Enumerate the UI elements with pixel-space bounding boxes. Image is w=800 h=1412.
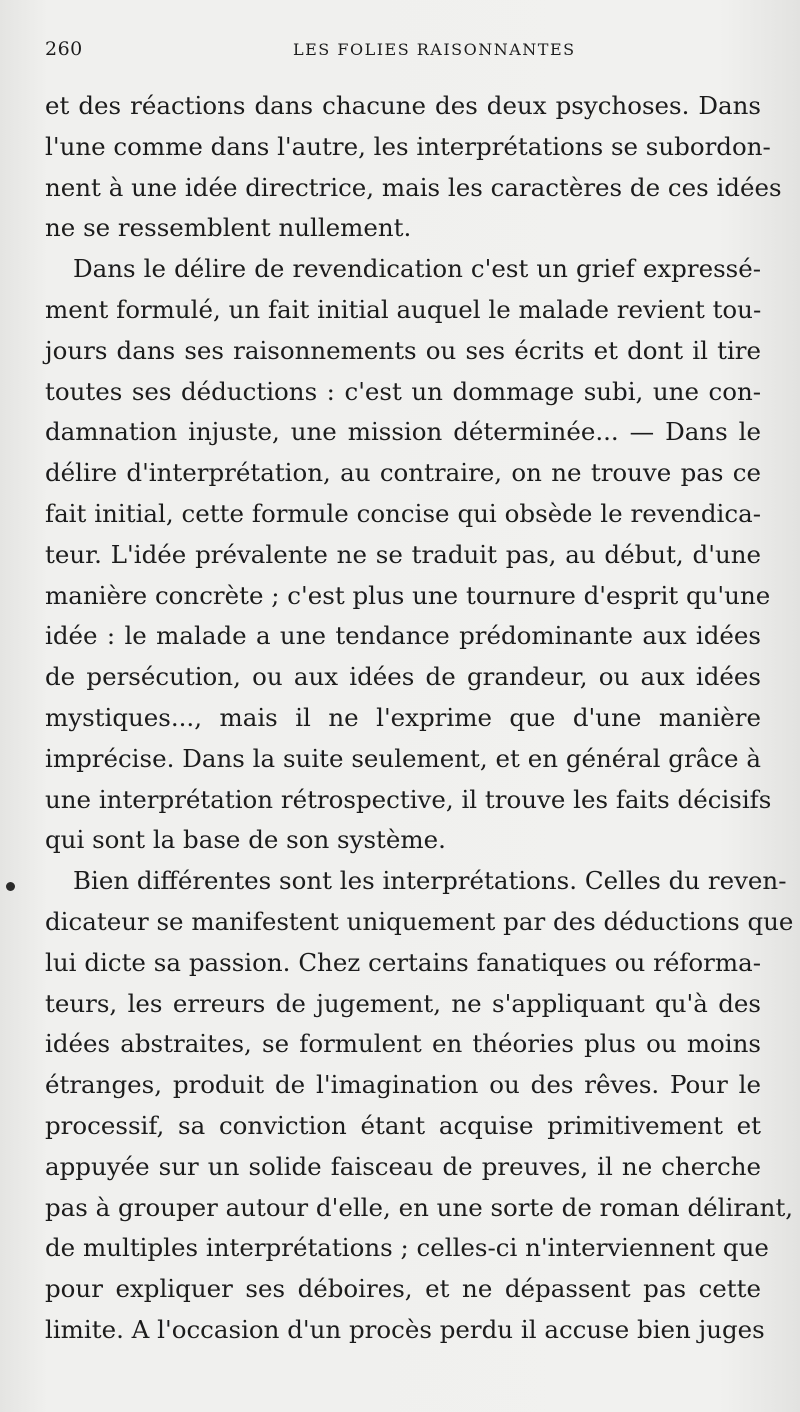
text-line: fait initial, cette formule concise qui obsède le revendica- [45,498,761,528]
running-title: LES FOLIES RAISONNANTES [293,40,576,59]
text-line: pour expliquer ses déboires, et ne dépassent pas cette [45,1274,761,1304]
text-line: l'une comme dans l'autre, les interprétations se subordon- [45,131,771,161]
text-line: manière concrète ; c'est plus une tournure d'esprit qu'une [45,580,771,610]
text-line: appuyée sur un solide faisceau de preuves, il ne cherche [45,1151,761,1181]
text-line: limite. A l'occasion d'un procès perdu il accuse bien juges [45,1314,765,1344]
text-line: de multiples interprétations ; celles-ci n'interviennent que [45,1233,769,1263]
text-line: pas à grouper autour d'elle, en une sorte de roman délirant, [45,1192,794,1222]
text-line: processif, sa conviction étant acquise primitivement et [45,1110,761,1140]
text-line: Dans le délire de revendication c'est un grief expressé- [73,254,761,284]
text-line: de persécution, ou aux idées de grandeur, ou aux idées [45,662,761,692]
text-line: et des réactions dans chacune des deux psychoses. Dans [45,91,761,120]
text-line: délire d'interprétation, au contraire, on ne trouve pas ce [45,458,761,488]
text-line: damnation injuste, une mission déterminée... — Dans le [45,417,761,447]
text-line: jours dans ses raisonnements ou ses écrits et dont il tire [45,335,761,365]
page-number: 260 [45,38,83,60]
page-header [45,38,755,68]
text-line: idées abstraites, se formulent en théories plus ou moins [45,1029,761,1059]
text-line: étranges, produit de l'imagination ou des rêves. Pour le [45,1070,761,1100]
text-line: teurs, les erreurs de jugement, ne s'appliquant qu'à des [45,988,761,1018]
text-line: nent à une idée directrice, mais les caractères de ces idées [45,172,782,202]
text-line: une interprétation rétrospective, il trouve les faits décisifs [45,784,772,814]
text-line: imprécise. Dans la suite seulement, et en général grâce à [45,743,761,773]
text-line: ne se ressemblent nullement. [45,213,412,243]
text-line: lui dicte sa passion. Chez certains fanatiques ou réforma- [45,947,761,977]
text-line: toutes ses déductions : c'est un dommage subi, une con- [45,376,761,406]
text-line: teur. L'idée prévalente ne se traduit pas, au début, d'une [45,539,761,569]
text-line: qui sont la base de son système. [45,825,446,855]
text-line: ment formulé, un fait initial auquel le malade revient tou- [45,294,762,324]
margin-dot-mark [6,882,15,891]
text-line: Bien différentes sont les interprétations. Celles du reven- [73,866,787,896]
text-line: mystiques..., mais il ne l'exprime que d'une manière [45,702,761,732]
body-text [45,86,794,1351]
text-line: idée : le malade a une tendance prédominante aux idées [45,621,761,651]
text-line: dicateur se manifestent uniquement par des déductions que [45,906,794,936]
